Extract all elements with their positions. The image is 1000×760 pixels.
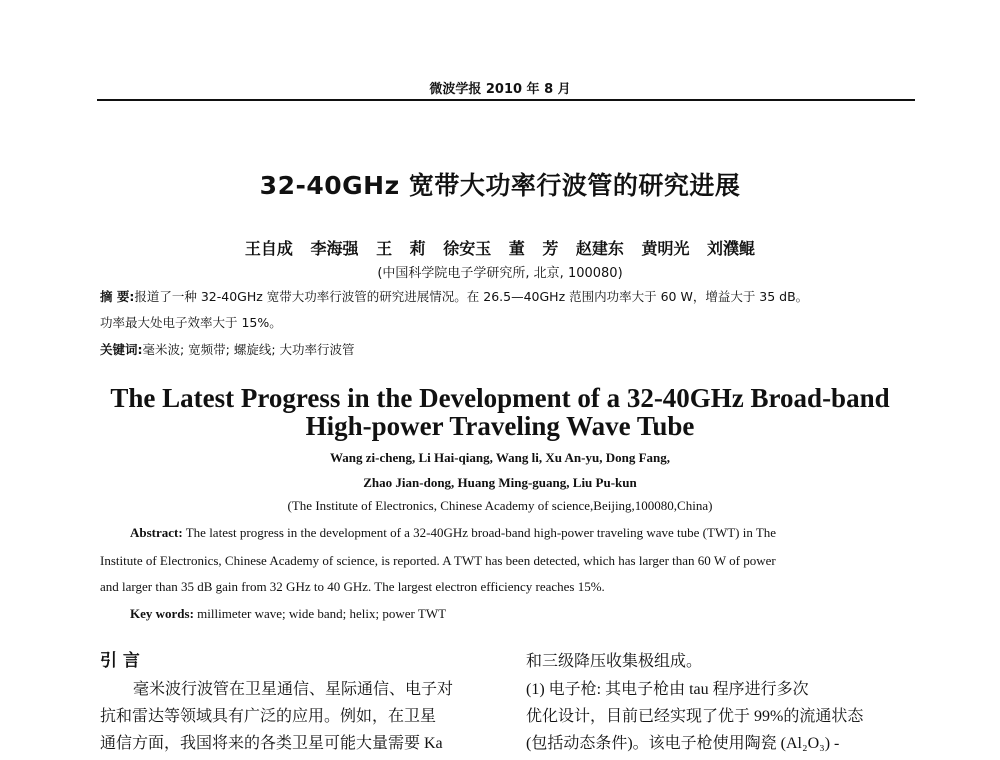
body-right-line-2: (1) 电子枪: 其电子枪由 tau 程序进行多次 — [526, 681, 809, 698]
authors-chinese: 王自成 李海强 王 莉 徐安玉 董 芳 赵建东 黄明光 刘濮鲲 — [244, 239, 756, 258]
body-left-line-2: 抗和雷达等领域具有广泛的应用。例如，在卫星 — [100, 708, 437, 725]
authors-english-line-1: Wang zi-cheng, Li Hai-qiang, Wang li, Xu An-yu, Dong Fang, — [330, 450, 670, 465]
affiliation-english: (The Institute of Electronics, Chinese Academy of science,Beijing,100080,China) — [287, 498, 713, 513]
abstract-english-text-1: The latest progress in the development of a 32-40GHz broad-band high-power traveling wave tube (TWT) in The — [182, 525, 777, 540]
keywords-english-label: Key words: — [130, 606, 194, 621]
body-left-line-1: 毫米波行波管在卫星通信、星际通信、电子对 — [133, 681, 454, 698]
title-english-line-1: The Latest Progress in the Development of a 32-40GHz Broad-band — [110, 383, 890, 413]
abstract-chinese-text-1: 报道了一种 32-40GHz 宽带大功率行波管的研究进展情况。在 26.5—40GHz 范围内功率大于 60 W，增益大于 35 dB。 — [134, 289, 809, 304]
authors-english-line-2: Zhao Jian-dong, Huang Ming-guang, Liu Pu-kun — [363, 475, 637, 490]
abstract-english-label: Abstract: — [130, 525, 183, 540]
header-rule — [97, 99, 915, 101]
keywords-chinese-label: 关键词: — [100, 342, 143, 357]
keywords-chinese-text: 毫米波; 宽频带; 螺旋线; 大功率行波管 — [142, 342, 355, 357]
section-heading-introduction: 引 言 — [100, 651, 140, 671]
abstract-chinese-text-2: 功率最大处电子效率大于 15%。 — [100, 315, 282, 330]
affiliation-chinese: (中国科学院电子学研究所, 北京, 100080) — [377, 266, 623, 281]
keywords-chinese — [100, 340, 920, 360]
abstract-english-line-3: and larger than 35 dB gain from 32 GHz to 40 GHz. The largest electron efficiency reaches 15%. — [100, 579, 605, 594]
keywords-english — [130, 604, 945, 624]
title-chinese: 32-40GHz 宽带大功率行波管的研究进展 — [259, 171, 741, 200]
body-left-line-3: 通信方面，我国将来的各类卫星可能大量需要 Ka — [100, 735, 443, 752]
abstract-english-line-1 — [130, 523, 945, 543]
body-right-line-3: 优化设计，目前已经实现了优于 99%的流通状态 — [526, 708, 864, 725]
keywords-english-text: millimeter wave; wide band; helix; power TWT — [193, 606, 447, 621]
body-right-line-4: (包括动态条件)。该电子枪使用陶瓷 (Al₂O₃) - — [526, 735, 840, 752]
body-right-line-1: 和三级降压收集极组成。 — [526, 653, 703, 670]
abstract-english-line-2: Institute of Electronics, Chinese Academy of science, is reported. A TWT has been detected, which has larger than 60 W of power — [100, 553, 776, 568]
running-head: 微波学报 2010 年 8 月 — [429, 82, 571, 97]
title-english — [0, 384, 1000, 440]
abstract-chinese-line-1 — [100, 287, 920, 307]
title-english-line-2: High-power Traveling Wave Tube — [305, 411, 695, 441]
abstract-chinese-label: 摘 要: — [100, 289, 135, 304]
